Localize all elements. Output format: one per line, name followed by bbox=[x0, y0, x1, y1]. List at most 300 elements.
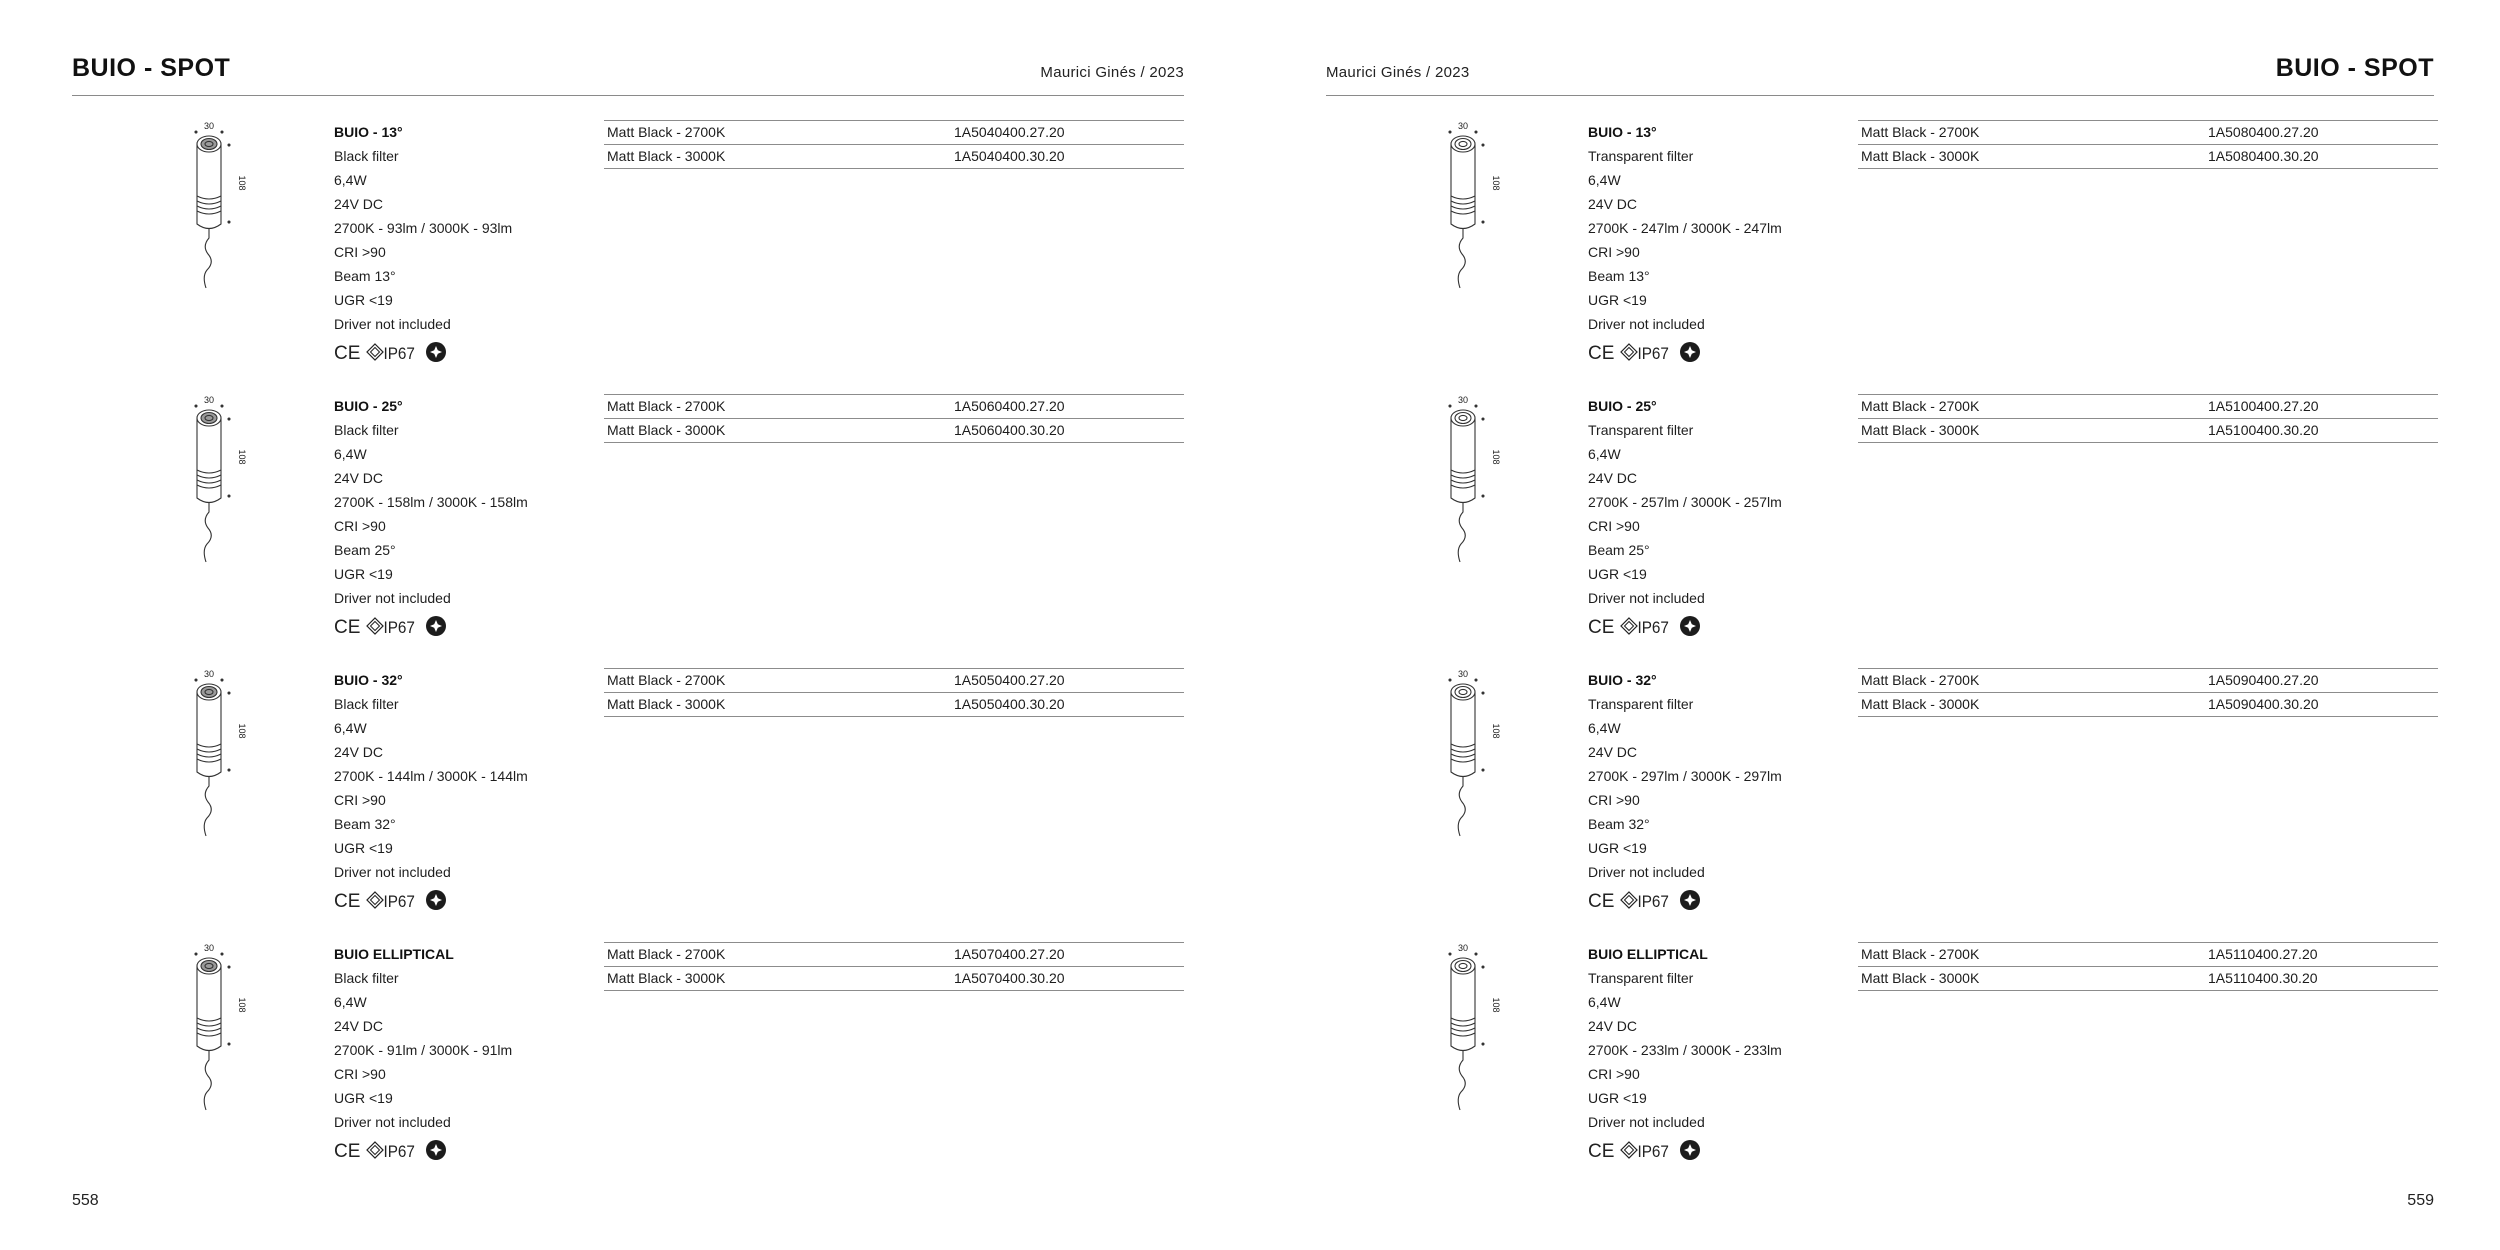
spec-line: Beam 32° bbox=[334, 816, 396, 832]
spot-body-outline bbox=[1451, 692, 1475, 777]
spec-line: Black filter bbox=[334, 696, 399, 712]
luminaire-drawing bbox=[1426, 394, 1506, 574]
spec-line: Black filter bbox=[334, 970, 399, 986]
spec-line: 2700K - 91lm / 3000K - 91lm bbox=[334, 1042, 513, 1058]
spec-line: Driver not included bbox=[1588, 590, 1705, 606]
class-iii-icon bbox=[1621, 344, 1637, 360]
variant-table bbox=[1858, 394, 2438, 443]
dimension-tick-icon bbox=[195, 405, 197, 407]
product-entry bbox=[72, 942, 1192, 1192]
spec-line: CRI >90 bbox=[1588, 244, 1640, 260]
spot-band-line bbox=[197, 1023, 221, 1026]
dimension-tick-icon bbox=[228, 221, 230, 223]
catalog-page-right bbox=[1250, 0, 2500, 1250]
spec-line: 6,4W bbox=[334, 446, 367, 462]
spot-cable bbox=[204, 776, 211, 836]
dimension-tick-icon bbox=[1475, 679, 1477, 681]
dimension-tick-icon bbox=[1475, 405, 1477, 407]
spec-line: Beam 25° bbox=[1588, 542, 1650, 558]
spot-cable bbox=[1458, 502, 1465, 562]
spot-band-line bbox=[197, 759, 221, 762]
spec-list bbox=[1588, 120, 1848, 371]
dimension-width-label: 30 bbox=[1457, 669, 1469, 679]
luminaire-drawing bbox=[172, 942, 252, 1122]
product-entry bbox=[72, 120, 1192, 370]
dimension-tick-icon bbox=[221, 405, 223, 407]
spec-list bbox=[1588, 394, 1848, 645]
luminaire-drawing bbox=[1426, 120, 1506, 300]
variant-finish: Matt Black - 3000K bbox=[607, 148, 726, 164]
page-number: 558 bbox=[72, 1192, 99, 1209]
product-entry bbox=[1326, 394, 2446, 644]
variant-row bbox=[604, 943, 1184, 967]
variant-row bbox=[604, 395, 1184, 419]
spot-body-outline bbox=[1451, 144, 1475, 229]
dimension-height-label: 108 bbox=[237, 449, 247, 465]
spec-line: 2700K - 144lm / 3000K - 144lm bbox=[334, 768, 528, 784]
spot-band-line bbox=[197, 196, 221, 199]
dimension-width-label: 30 bbox=[203, 669, 215, 679]
spot-body-outline bbox=[1451, 966, 1475, 1051]
spec-line: UGR <19 bbox=[1588, 566, 1647, 582]
spec-line: 24V DC bbox=[334, 196, 384, 212]
variant-code: 1A5060400.27.20 bbox=[954, 398, 1065, 414]
ip67-rating: IP67 bbox=[1637, 344, 1669, 364]
ip67-rating: IP67 bbox=[1637, 1142, 1669, 1162]
dimension-tick-icon bbox=[221, 679, 223, 681]
spec-line: CRI >90 bbox=[1588, 792, 1640, 808]
spec-line: CRI >90 bbox=[1588, 518, 1640, 534]
spec-line: UGR <19 bbox=[1588, 840, 1647, 856]
led-source-icon bbox=[1680, 342, 1700, 362]
spec-line: 6,4W bbox=[334, 172, 367, 188]
variant-row bbox=[604, 419, 1184, 443]
certification-icons bbox=[1588, 612, 1708, 640]
dimension-height-label: 108 bbox=[237, 175, 247, 191]
spot-band-line bbox=[1451, 1018, 1475, 1021]
spec-line: Driver not included bbox=[334, 864, 451, 880]
spot-cable bbox=[1458, 228, 1465, 288]
certification-icons bbox=[334, 1136, 454, 1164]
variant-row bbox=[1858, 669, 2438, 693]
class-iii-icon bbox=[1621, 892, 1637, 908]
variant-row bbox=[1858, 145, 2438, 169]
spot-band-line bbox=[197, 211, 221, 214]
ip67-rating: IP67 bbox=[383, 618, 415, 638]
spot-cable bbox=[204, 228, 211, 288]
spot-lens bbox=[201, 961, 217, 972]
spot-cable bbox=[204, 502, 211, 562]
spec-line: 24V DC bbox=[334, 470, 384, 486]
product-name: BUIO - 25° bbox=[334, 398, 403, 414]
dimension-tick-icon bbox=[1482, 692, 1484, 694]
variant-row bbox=[1858, 395, 2438, 419]
variant-finish: Matt Black - 3000K bbox=[607, 422, 726, 438]
spot-band-line bbox=[197, 201, 221, 204]
spec-line: 6,4W bbox=[1588, 172, 1621, 188]
page-title: BUIO - SPOT bbox=[2275, 54, 2434, 82]
spec-line: 6,4W bbox=[1588, 720, 1621, 736]
spot-band-line bbox=[197, 1028, 221, 1031]
dimension-tick-icon bbox=[228, 966, 230, 968]
variant-table bbox=[604, 668, 1184, 717]
product-entry bbox=[1326, 942, 2446, 1192]
dimension-tick-icon bbox=[221, 953, 223, 955]
variant-code: 1A5040400.27.20 bbox=[954, 124, 1065, 140]
spec-line: 6,4W bbox=[334, 720, 367, 736]
dimension-tick-icon bbox=[228, 144, 230, 146]
variant-table bbox=[1858, 120, 2438, 169]
variant-finish: Matt Black - 3000K bbox=[1861, 422, 1980, 438]
page-title: BUIO - SPOT bbox=[72, 54, 231, 82]
spec-list bbox=[334, 668, 594, 919]
spec-line: Black filter bbox=[334, 422, 399, 438]
dimension-tick-icon bbox=[1475, 131, 1477, 133]
dimension-tick-icon bbox=[228, 495, 230, 497]
spot-band-line bbox=[197, 475, 221, 478]
class-iii-icon bbox=[1621, 618, 1637, 634]
spot-lens bbox=[201, 413, 217, 424]
variant-finish: Matt Black - 2700K bbox=[1861, 124, 1980, 140]
spot-band-line bbox=[1451, 1033, 1475, 1036]
dimension-width-label: 30 bbox=[1457, 943, 1469, 953]
spot-body-outline bbox=[1451, 418, 1475, 503]
certification-icons bbox=[334, 612, 454, 640]
spot-cable bbox=[204, 1050, 211, 1110]
variant-finish: Matt Black - 2700K bbox=[607, 946, 726, 962]
variant-row bbox=[1858, 967, 2438, 991]
spec-list bbox=[334, 394, 594, 645]
dimension-tick-icon bbox=[1449, 679, 1451, 681]
spot-body-outline bbox=[197, 144, 221, 229]
ip67-rating: IP67 bbox=[383, 1142, 415, 1162]
spec-line: 24V DC bbox=[334, 1018, 384, 1034]
spec-line: CRI >90 bbox=[334, 1066, 386, 1082]
product-name: BUIO - 13° bbox=[1588, 124, 1657, 140]
page-number: 559 bbox=[2407, 1192, 2434, 1209]
variant-row bbox=[604, 121, 1184, 145]
ce-mark-icon: CE bbox=[1588, 343, 1615, 364]
spec-line: UGR <19 bbox=[1588, 1090, 1647, 1106]
variant-code: 1A5070400.27.20 bbox=[954, 946, 1065, 962]
variant-finish: Matt Black - 2700K bbox=[607, 672, 726, 688]
spec-line: UGR <19 bbox=[1588, 292, 1647, 308]
spec-line: 24V DC bbox=[1588, 744, 1638, 760]
spec-line: 2700K - 158lm / 3000K - 158lm bbox=[334, 494, 528, 510]
spec-line: UGR <19 bbox=[334, 1090, 393, 1106]
spec-line: Transparent filter bbox=[1588, 696, 1694, 712]
spec-list bbox=[334, 120, 594, 371]
led-source-icon bbox=[426, 1140, 446, 1160]
variant-table bbox=[604, 942, 1184, 991]
spot-body-outline bbox=[197, 692, 221, 777]
spec-line: 2700K - 257lm / 3000K - 257lm bbox=[1588, 494, 1782, 510]
variant-finish: Matt Black - 2700K bbox=[607, 398, 726, 414]
variant-code: 1A5090400.30.20 bbox=[2208, 696, 2319, 712]
spot-lens bbox=[1455, 413, 1471, 424]
spot-band-line bbox=[197, 749, 221, 752]
dimension-tick-icon bbox=[1482, 144, 1484, 146]
product-name: BUIO ELLIPTICAL bbox=[1588, 946, 1708, 962]
dimension-tick-icon bbox=[195, 953, 197, 955]
dimension-height-label: 108 bbox=[1491, 175, 1501, 191]
led-source-icon bbox=[1680, 890, 1700, 910]
spec-line: Transparent filter bbox=[1588, 970, 1694, 986]
spec-line: Beam 13° bbox=[334, 268, 396, 284]
spot-band-line bbox=[1451, 196, 1475, 199]
ip67-rating: IP67 bbox=[383, 344, 415, 364]
spec-line: 2700K - 297lm / 3000K - 297lm bbox=[1588, 768, 1782, 784]
spot-band-line bbox=[197, 744, 221, 747]
dimension-tick-icon bbox=[1449, 131, 1451, 133]
ce-mark-icon: CE bbox=[1588, 1141, 1615, 1162]
variant-row bbox=[1858, 693, 2438, 717]
variant-code: 1A5110400.27.20 bbox=[2208, 946, 2318, 962]
product-name: BUIO - 13° bbox=[334, 124, 403, 140]
variant-finish: Matt Black - 2700K bbox=[607, 124, 726, 140]
spec-line: Driver not included bbox=[1588, 864, 1705, 880]
variant-finish: Matt Black - 3000K bbox=[1861, 696, 1980, 712]
variant-row bbox=[604, 693, 1184, 717]
variant-code: 1A5050400.30.20 bbox=[954, 696, 1065, 712]
led-source-icon bbox=[426, 616, 446, 636]
luminaire-drawing bbox=[172, 120, 252, 300]
dimension-height-label: 108 bbox=[237, 723, 247, 739]
led-source-icon bbox=[426, 890, 446, 910]
dimension-width-label: 30 bbox=[1457, 395, 1469, 405]
ce-mark-icon: CE bbox=[334, 343, 361, 364]
dimension-tick-icon bbox=[221, 131, 223, 133]
led-source-icon bbox=[1680, 616, 1700, 636]
dimension-tick-icon bbox=[228, 769, 230, 771]
class-iii-icon bbox=[1621, 1142, 1637, 1158]
header-rule bbox=[1326, 95, 2434, 96]
led-source-icon bbox=[426, 342, 446, 362]
spot-band-line bbox=[1451, 201, 1475, 204]
spec-line: 6,4W bbox=[1588, 446, 1621, 462]
spec-list bbox=[334, 942, 594, 1169]
led-source-icon bbox=[1680, 1140, 1700, 1160]
spec-list bbox=[1588, 668, 1848, 919]
ip67-rating: IP67 bbox=[1637, 618, 1669, 638]
dimension-tick-icon bbox=[1482, 495, 1484, 497]
dimension-tick-icon bbox=[1475, 953, 1477, 955]
spot-band-line bbox=[1451, 749, 1475, 752]
spot-band-line bbox=[1451, 470, 1475, 473]
dimension-tick-icon bbox=[228, 692, 230, 694]
spot-band-line bbox=[1451, 754, 1475, 757]
dimension-width-label: 30 bbox=[203, 395, 215, 405]
spot-lens bbox=[1455, 139, 1471, 150]
spot-band-line bbox=[1451, 744, 1475, 747]
dimension-tick-icon bbox=[1482, 769, 1484, 771]
class-iii-icon bbox=[367, 892, 383, 908]
variant-table bbox=[604, 394, 1184, 443]
spec-line: 2700K - 233lm / 3000K - 233lm bbox=[1588, 1042, 1782, 1058]
spot-band-line bbox=[1451, 1023, 1475, 1026]
spot-band-line bbox=[197, 480, 221, 483]
spec-line: 2700K - 247lm / 3000K - 247lm bbox=[1588, 220, 1782, 236]
dimension-tick-icon bbox=[1449, 405, 1451, 407]
certification-icons bbox=[1588, 886, 1708, 914]
variant-finish: Matt Black - 2700K bbox=[1861, 946, 1980, 962]
dimension-tick-icon bbox=[195, 679, 197, 681]
spec-line: 2700K - 93lm / 3000K - 93lm bbox=[334, 220, 513, 236]
spec-line: Driver not included bbox=[334, 316, 451, 332]
class-iii-icon bbox=[367, 344, 383, 360]
spec-line: CRI >90 bbox=[334, 792, 386, 808]
dimension-tick-icon bbox=[1482, 418, 1484, 420]
spot-band-line bbox=[1451, 211, 1475, 214]
variant-code: 1A5060400.30.20 bbox=[954, 422, 1065, 438]
variant-finish: Matt Black - 3000K bbox=[607, 970, 726, 986]
ce-mark-icon: CE bbox=[334, 1141, 361, 1162]
variant-row bbox=[604, 145, 1184, 169]
ip67-rating: IP67 bbox=[383, 892, 415, 912]
dimension-tick-icon bbox=[1482, 966, 1484, 968]
variant-code: 1A5080400.30.20 bbox=[2208, 148, 2319, 164]
variant-finish: Matt Black - 3000K bbox=[1861, 970, 1980, 986]
dimension-tick-icon bbox=[1482, 221, 1484, 223]
variant-table bbox=[1858, 942, 2438, 991]
spec-line: Driver not included bbox=[334, 590, 451, 606]
spot-band-line bbox=[197, 1018, 221, 1021]
designer-credit: Maurici Ginés / 2023 bbox=[1326, 64, 1470, 81]
variant-row bbox=[604, 669, 1184, 693]
spec-line: Beam 32° bbox=[1588, 816, 1650, 832]
spot-cable bbox=[1458, 1050, 1465, 1110]
dimension-tick-icon bbox=[1482, 1043, 1484, 1045]
spec-line: 24V DC bbox=[1588, 1018, 1638, 1034]
variant-row bbox=[1858, 943, 2438, 967]
variant-code: 1A5040400.30.20 bbox=[954, 148, 1065, 164]
product-name: BUIO ELLIPTICAL bbox=[334, 946, 454, 962]
variant-row bbox=[604, 967, 1184, 991]
dimension-height-label: 108 bbox=[237, 997, 247, 1013]
spec-line: Transparent filter bbox=[1588, 148, 1694, 164]
variant-finish: Matt Black - 2700K bbox=[1861, 672, 1980, 688]
product-entry bbox=[72, 668, 1192, 918]
spot-band-line bbox=[1451, 1028, 1475, 1031]
spec-line: UGR <19 bbox=[334, 292, 393, 308]
spot-body-outline bbox=[197, 418, 221, 503]
certification-icons bbox=[1588, 338, 1708, 366]
variant-code: 1A5100400.30.20 bbox=[2208, 422, 2319, 438]
spot-body-outline bbox=[197, 966, 221, 1051]
spec-line: UGR <19 bbox=[334, 566, 393, 582]
spot-band-line bbox=[1451, 206, 1475, 209]
luminaire-drawing bbox=[172, 668, 252, 848]
variant-finish: Matt Black - 2700K bbox=[1861, 398, 1980, 414]
product-entry bbox=[1326, 120, 2446, 370]
dimension-height-label: 108 bbox=[1491, 723, 1501, 739]
spec-line: 6,4W bbox=[1588, 994, 1621, 1010]
spot-band-line bbox=[197, 1033, 221, 1036]
dimension-tick-icon bbox=[195, 131, 197, 133]
dimension-width-label: 30 bbox=[203, 121, 215, 131]
spot-band-line bbox=[197, 485, 221, 488]
spec-list bbox=[1588, 942, 1848, 1169]
variant-finish: Matt Black - 3000K bbox=[1861, 148, 1980, 164]
variant-table bbox=[604, 120, 1184, 169]
ce-mark-icon: CE bbox=[1588, 617, 1615, 638]
variant-row bbox=[1858, 121, 2438, 145]
ce-mark-icon: CE bbox=[1588, 891, 1615, 912]
spot-lens bbox=[1455, 687, 1471, 698]
designer-credit: Maurici Ginés / 2023 bbox=[1040, 64, 1184, 81]
variant-code: 1A5050400.27.20 bbox=[954, 672, 1065, 688]
variant-code: 1A5080400.27.20 bbox=[2208, 124, 2319, 140]
variant-code: 1A5070400.30.20 bbox=[954, 970, 1065, 986]
product-entry bbox=[72, 394, 1192, 644]
product-name: BUIO - 32° bbox=[334, 672, 403, 688]
spec-line: UGR <19 bbox=[334, 840, 393, 856]
variant-row bbox=[1858, 419, 2438, 443]
dimension-tick-icon bbox=[228, 418, 230, 420]
spec-line: Black filter bbox=[334, 148, 399, 164]
spot-band-line bbox=[1451, 759, 1475, 762]
spec-line: Driver not included bbox=[1588, 316, 1705, 332]
header-rule bbox=[72, 95, 1184, 96]
certification-icons bbox=[1588, 1136, 1708, 1164]
spot-lens bbox=[1455, 961, 1471, 972]
variant-code: 1A5090400.27.20 bbox=[2208, 672, 2319, 688]
spot-band-line bbox=[197, 470, 221, 473]
spot-band-line bbox=[1451, 475, 1475, 478]
spec-line: 24V DC bbox=[1588, 470, 1638, 486]
variant-code: 1A5100400.27.20 bbox=[2208, 398, 2319, 414]
spec-line: Driver not included bbox=[1588, 1114, 1705, 1130]
spot-lens bbox=[201, 139, 217, 150]
dimension-width-label: 30 bbox=[203, 943, 215, 953]
spec-line: Driver not included bbox=[334, 1114, 451, 1130]
spec-line: Beam 13° bbox=[1588, 268, 1650, 284]
spec-line: CRI >90 bbox=[334, 244, 386, 260]
luminaire-drawing bbox=[1426, 942, 1506, 1122]
luminaire-drawing bbox=[1426, 668, 1506, 848]
spec-line: 6,4W bbox=[334, 994, 367, 1010]
spot-band-line bbox=[1451, 485, 1475, 488]
ce-mark-icon: CE bbox=[334, 617, 361, 638]
ce-mark-icon: CE bbox=[334, 891, 361, 912]
spec-line: Transparent filter bbox=[1588, 422, 1694, 438]
class-iii-icon bbox=[367, 618, 383, 634]
spec-line: CRI >90 bbox=[1588, 1066, 1640, 1082]
product-entry bbox=[1326, 668, 2446, 918]
spot-lens bbox=[201, 687, 217, 698]
spot-band-line bbox=[1451, 480, 1475, 483]
certification-icons bbox=[334, 338, 454, 366]
spec-line: CRI >90 bbox=[334, 518, 386, 534]
spec-line: 24V DC bbox=[334, 744, 384, 760]
ip67-rating: IP67 bbox=[1637, 892, 1669, 912]
variant-table bbox=[1858, 668, 2438, 717]
spec-line: Beam 25° bbox=[334, 542, 396, 558]
dimension-height-label: 108 bbox=[1491, 449, 1501, 465]
variant-finish: Matt Black - 3000K bbox=[607, 696, 726, 712]
dimension-tick-icon bbox=[1449, 953, 1451, 955]
spot-band-line bbox=[197, 754, 221, 757]
certification-icons bbox=[334, 886, 454, 914]
dimension-tick-icon bbox=[228, 1043, 230, 1045]
class-iii-icon bbox=[367, 1142, 383, 1158]
variant-code: 1A5110400.30.20 bbox=[2208, 970, 2318, 986]
dimension-height-label: 108 bbox=[1491, 997, 1501, 1013]
product-name: BUIO - 32° bbox=[1588, 672, 1657, 688]
product-name: BUIO - 25° bbox=[1588, 398, 1657, 414]
dimension-width-label: 30 bbox=[1457, 121, 1469, 131]
spot-cable bbox=[1458, 776, 1465, 836]
